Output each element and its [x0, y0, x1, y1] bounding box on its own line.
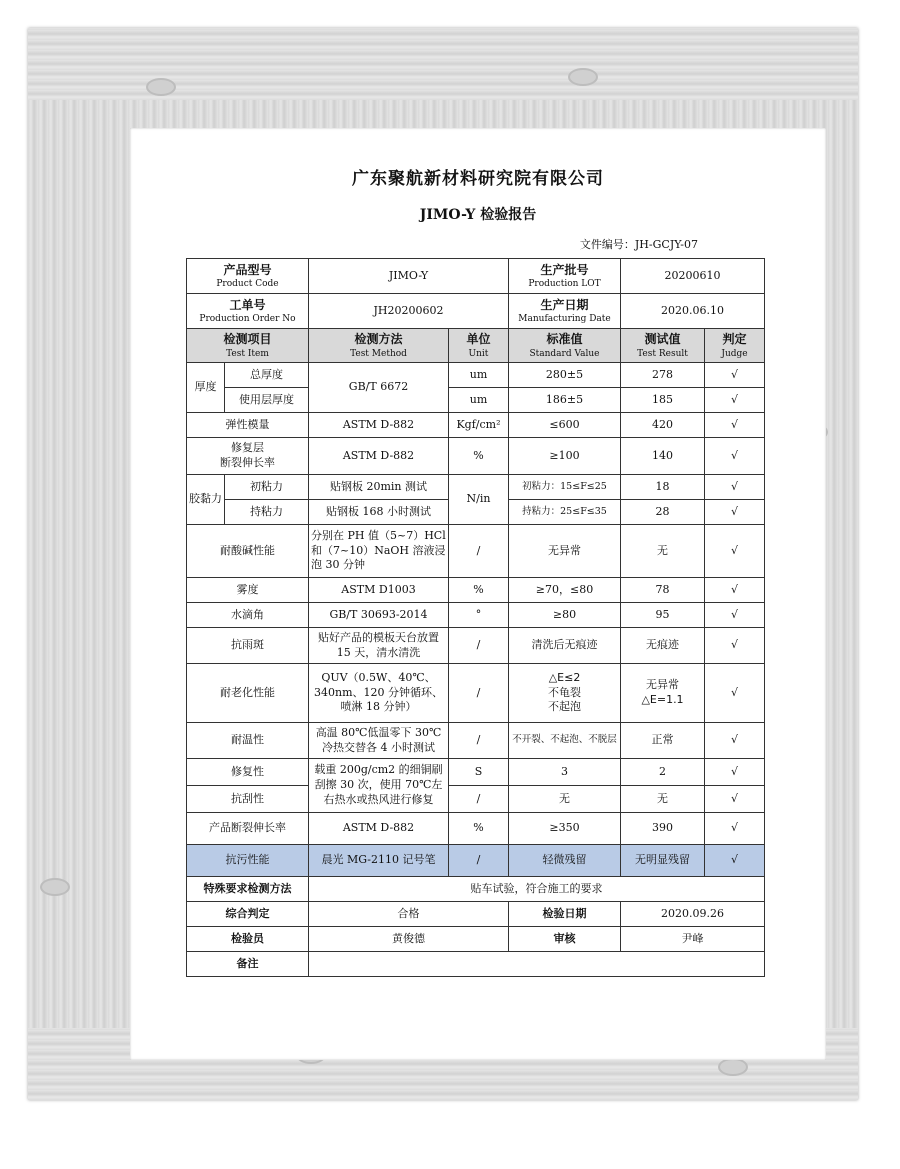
standard-cell: 轻微残留	[509, 845, 621, 877]
table-row	[187, 438, 765, 475]
thickness-usable-item: 使用层厚度	[225, 388, 309, 413]
standard-cell: 持粘力：25≤F≤35	[509, 500, 621, 525]
mfg-date-value: 2020.06.10	[621, 294, 765, 329]
reviewer-value: 尹峰	[621, 927, 765, 952]
unit-cell: N/in	[449, 475, 509, 525]
method-cell: 贴钢板 20min 测试	[309, 475, 449, 500]
unit-cell: %	[449, 438, 509, 475]
standard-cell: 186±5	[509, 388, 621, 413]
judge-check: √	[705, 525, 765, 578]
lot-label: 生产批号 Production LOT	[509, 259, 621, 294]
item-cell: 抗雨斑	[187, 628, 309, 664]
unit-cell: S	[449, 759, 509, 786]
unit-cell: /	[449, 786, 509, 813]
judge-check: √	[705, 603, 765, 628]
result-cell: 420	[621, 413, 705, 438]
item-cell: 耐老化性能	[187, 664, 309, 723]
method-cell: ASTM D-882	[309, 413, 449, 438]
col-unit: 单位 Unit	[449, 329, 509, 363]
reviewer-label: 审核	[509, 927, 621, 952]
item-cell: 耐酸碱性能	[187, 525, 309, 578]
result-cell: 正常	[621, 723, 705, 759]
result-cell: 2	[621, 759, 705, 786]
item-cell: 修复层 断裂伸长率	[187, 438, 309, 475]
judge-check: √	[705, 475, 765, 500]
item-cell: 耐温性	[187, 723, 309, 759]
unit-cell: /	[449, 845, 509, 877]
remark-label: 备注	[187, 952, 309, 977]
method-cell: ASTM D-882	[309, 813, 449, 845]
standard-cell: 无异常	[509, 525, 621, 578]
unit-cell: %	[449, 813, 509, 845]
table-row	[187, 813, 765, 845]
unit-cell: um	[449, 388, 509, 413]
info-row	[187, 294, 765, 329]
col-result: 测试值 Test Result	[621, 329, 705, 363]
table-row	[187, 759, 765, 786]
result-cell: 185	[621, 388, 705, 413]
signature-row	[187, 927, 765, 952]
standard-cell: 3	[509, 759, 621, 786]
mfg-date-label: 生产日期 Manufacturing Date	[509, 294, 621, 329]
result-cell: 无	[621, 786, 705, 813]
unit-cell: /	[449, 525, 509, 578]
inspection-date-value: 2020.09.26	[621, 902, 765, 927]
overall-row	[187, 902, 765, 927]
standard-cell: ≥80	[509, 603, 621, 628]
lot-value: 20200610	[621, 259, 765, 294]
item-cell: 初粘力	[225, 475, 309, 500]
unit-cell: /	[449, 723, 509, 759]
table-row	[187, 525, 765, 578]
col-judge: 判定 Judge	[705, 329, 765, 363]
inspector-value: 黄俊德	[309, 927, 509, 952]
unit-cell: Kgf/cm²	[449, 413, 509, 438]
judge-check: √	[705, 363, 765, 388]
item-cell: 水滴角	[187, 603, 309, 628]
item-cell: 雾度	[187, 578, 309, 603]
item-cell: 修复性	[187, 759, 309, 786]
result-cell: 95	[621, 603, 705, 628]
col-standard: 标准值 Standard Value	[509, 329, 621, 363]
wooden-frame	[28, 28, 858, 1100]
result-cell: 无异常 △E=1.1	[621, 664, 705, 723]
table-row	[187, 603, 765, 628]
method-cell: 分别在 PH 值（5~7）HCl 和（7~10）NaOH 溶液浸泡 30 分钟	[309, 525, 449, 578]
standard-cell: 清洗后无痕迹	[509, 628, 621, 664]
col-test-item: 检测项目 Test Item	[187, 329, 309, 363]
col-test-method: 检测方法 Test Method	[309, 329, 449, 363]
wood-knot-icon	[568, 68, 598, 86]
judge-check: √	[705, 723, 765, 759]
result-cell: 18	[621, 475, 705, 500]
judge-check: √	[705, 413, 765, 438]
table-row	[187, 388, 765, 413]
table-row	[187, 413, 765, 438]
judge-check: √	[705, 845, 765, 877]
judge-check: √	[705, 786, 765, 813]
item-cell: 抗刮性	[187, 786, 309, 813]
method-cell: 载重 200g/cm2 的细铜刷刮擦 30 次，使用 70℃左右热水或热风进行修复	[309, 759, 449, 813]
result-cell: 78	[621, 578, 705, 603]
judge-check: √	[705, 578, 765, 603]
unit-cell: %	[449, 578, 509, 603]
result-cell: 无明显残留	[621, 845, 705, 877]
report-paper	[130, 128, 826, 1060]
special-method-value: 贴车试验，符合施工的要求	[309, 877, 765, 902]
table-row	[187, 786, 765, 813]
table-row	[187, 475, 765, 500]
unit-cell: /	[449, 664, 509, 723]
inspection-date-label: 检验日期	[509, 902, 621, 927]
thickness-method: GB/T 6672	[309, 363, 449, 413]
method-cell: GB/T 30693-2014	[309, 603, 449, 628]
inspection-table	[186, 258, 765, 977]
standard-cell: 不开裂、不起泡、不脱层	[509, 723, 621, 759]
unit-cell: /	[449, 628, 509, 664]
method-cell: 贴好产品的模板天台放置 15 天，清水清洗	[309, 628, 449, 664]
judge-check: √	[705, 759, 765, 786]
standard-cell: ≥70，≤80	[509, 578, 621, 603]
method-cell: ASTM D1003	[309, 578, 449, 603]
table-row	[187, 723, 765, 759]
inspector-label: 检验员	[187, 927, 309, 952]
product-code-value: JIMO-Y	[309, 259, 509, 294]
item-cell: 产品断裂伸长率	[187, 813, 309, 845]
judge-check: √	[705, 628, 765, 664]
method-cell: QUV（0.5W、40℃、340nm、120 分钟循环、喷淋 18 分钟）	[309, 664, 449, 723]
thickness-total-item: 总厚度	[225, 363, 309, 388]
judge-check: √	[705, 813, 765, 845]
standard-cell: 280±5	[509, 363, 621, 388]
report-title: JIMO-Y 检验报告	[419, 207, 537, 223]
item-cell: 持粘力	[225, 500, 309, 525]
standard-cell: 无	[509, 786, 621, 813]
company-name: 广东聚航新材料研究院有限公司	[352, 169, 604, 189]
unit-cell: um	[449, 363, 509, 388]
adhesion-group: 胶黏力	[187, 475, 225, 525]
wood-knot-icon	[146, 78, 176, 96]
table-row	[187, 628, 765, 664]
standard-cell: ≥100	[509, 438, 621, 475]
remark-value	[309, 952, 765, 977]
table-row-highlighted	[187, 845, 765, 877]
method-cell: 贴钢板 168 小时测试	[309, 500, 449, 525]
result-cell: 140	[621, 438, 705, 475]
remark-row	[187, 952, 765, 977]
product-code-label: 产品型号 Product Code	[187, 259, 309, 294]
thickness-group: 厚度	[187, 363, 225, 413]
result-cell: 28	[621, 500, 705, 525]
table-row	[187, 578, 765, 603]
order-label: 工单号 Production Order No	[187, 294, 309, 329]
document-number: 文件编号：JH-GCJY-07	[579, 238, 698, 251]
info-row	[187, 259, 765, 294]
wood-knot-icon	[40, 878, 70, 896]
order-value: JH20200602	[309, 294, 509, 329]
table-row	[187, 664, 765, 723]
method-cell: 晨光 MG-2110 记号笔	[309, 845, 449, 877]
standard-cell: ≤600	[509, 413, 621, 438]
table-row	[187, 363, 765, 388]
method-cell: ASTM D-882	[309, 438, 449, 475]
result-cell: 无	[621, 525, 705, 578]
judge-check: √	[705, 388, 765, 413]
method-cell: 高温 80℃低温零下 30℃ 冷热交替各 4 小时测试	[309, 723, 449, 759]
judge-check: √	[705, 500, 765, 525]
result-cell: 无痕迹	[621, 628, 705, 664]
column-header-row	[187, 329, 765, 363]
unit-cell: °	[449, 603, 509, 628]
standard-cell: △E≤2 不龟裂 不起泡	[509, 664, 621, 723]
standard-cell: 初粘力：15≤F≤25	[509, 475, 621, 500]
special-method-row	[187, 877, 765, 902]
wood-knot-icon	[718, 1058, 748, 1076]
result-cell: 278	[621, 363, 705, 388]
judge-check: √	[705, 664, 765, 723]
overall-judgement-label: 综合判定	[187, 902, 309, 927]
item-cell: 抗污性能	[187, 845, 309, 877]
item-cell: 弹性模量	[187, 413, 309, 438]
result-cell: 390	[621, 813, 705, 845]
judge-check: √	[705, 438, 765, 475]
special-method-label: 特殊要求检测方法	[187, 877, 309, 902]
overall-judgement-value: 合格	[309, 902, 509, 927]
standard-cell: ≥350	[509, 813, 621, 845]
